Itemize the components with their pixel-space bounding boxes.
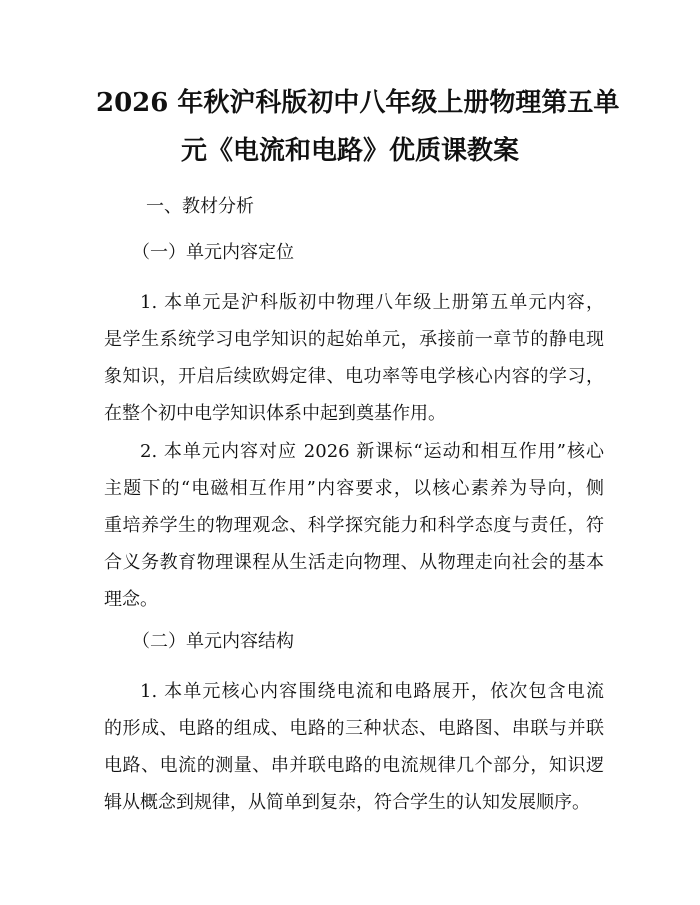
paragraph-line: 是学生系统学习电学知识的起始单元，承接前一章节的静电现: [104, 329, 604, 350]
paragraph-line: 1. 本单元核心内容围绕电流和电路展开，依次包含电流: [140, 681, 604, 702]
document-title-line-1: 2026 年秋沪科版初中八年级上册物理第五单: [96, 88, 620, 118]
paragraph-line: 在整个初中电学知识体系中起到奠基作用。: [104, 403, 446, 424]
paragraph-line: 的形成、电路的组成、电路的三种状态、电路图、串联与并联: [104, 718, 604, 739]
paragraph-line: 象知识，开启后续欧姆定律、电功率等电学核心内容的学习，: [104, 366, 604, 387]
paragraph-line: 重培养学生的物理观念、科学探究能力和科学态度与责任，符: [104, 515, 604, 536]
paragraph-line: 2. 本单元内容对应 2026 新课标“运动和相互作用”核心: [140, 441, 604, 462]
paragraph-unit-positioning-2: [104, 433, 604, 618]
section-heading-teaching-material-analysis: 一、教材分析: [146, 196, 254, 217]
paragraph-line: 辑从概念到规律，从简单到复杂，符合学生的认知发展顺序。: [104, 792, 590, 813]
paragraph-unit-positioning-1: [104, 284, 604, 432]
paragraph-line: 理念。: [104, 589, 158, 610]
paragraph-line: 电路、电流的测量、串并联电路的电流规律几个部分，知识逻: [104, 755, 604, 776]
paragraph-line: 合义务教育物理课程从生活走向物理、从物理走向社会的基本: [104, 552, 604, 573]
subsection-heading-unit-structure: （二）单元内容结构: [132, 631, 294, 652]
paragraph-line: 主题下的“电磁相互作用”内容要求，以核心素养为导向，侧: [104, 478, 604, 499]
paragraph-line: 1. 本单元是沪科版初中物理八年级上册第五单元内容，: [140, 292, 604, 313]
paragraph-unit-structure-1: [104, 673, 604, 821]
document-title-line-2: 元《电流和电路》优质课教案: [180, 136, 519, 166]
subsection-heading-unit-positioning: （一）单元内容定位: [132, 242, 294, 263]
